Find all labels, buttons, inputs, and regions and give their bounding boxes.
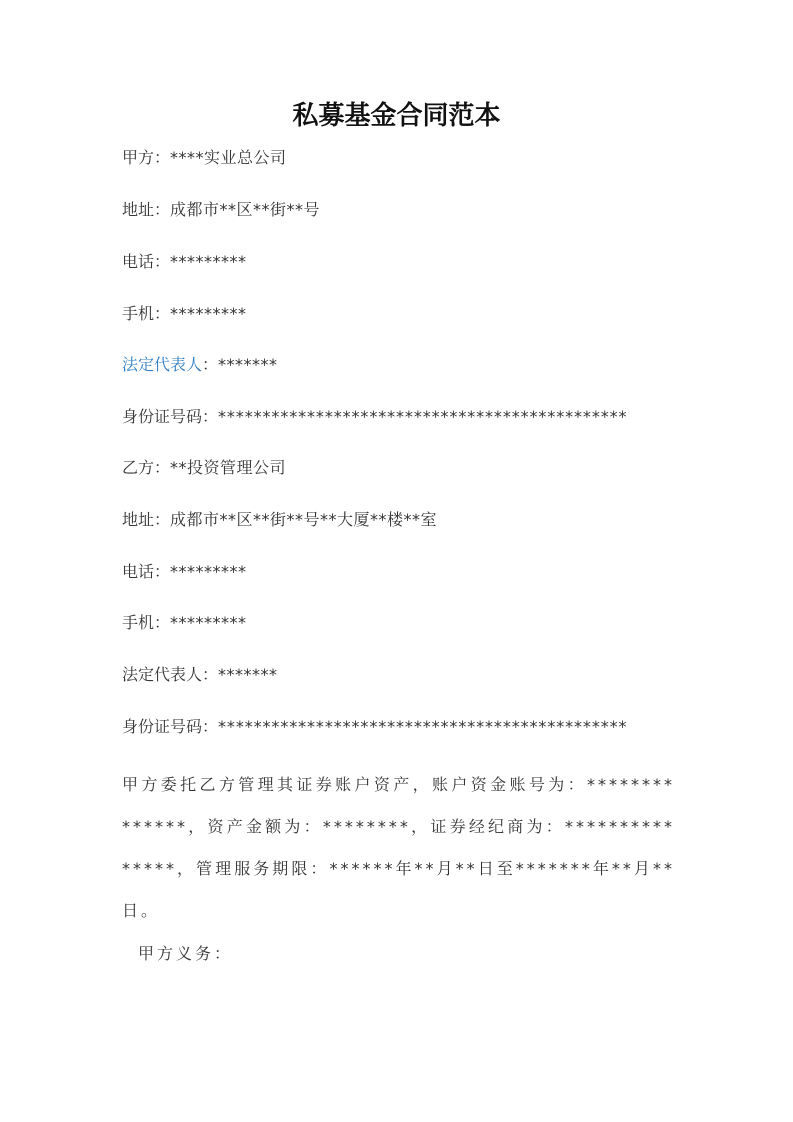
party-b-rep-label: 法定代表人： [122,665,219,684]
party-b-id-line [122,715,627,739]
party-a-id-line [122,405,627,429]
party-a-rep-line [122,353,278,377]
party-b-mobile-label: 手机： [122,613,171,632]
party-b-rep: ******* [218,665,278,684]
party-a-rep: ******* [218,355,278,374]
party-a-phone: ********* [170,252,247,271]
section-heading-party-a-obligations: 甲方义务： [138,944,234,963]
party-a-id: ********************************************** [218,407,628,426]
party-b-label: 乙方： [122,458,171,477]
party-a-address-label: 地址： [122,200,171,219]
party-a-mobile-line [122,302,247,326]
party-b-address-line [122,508,437,532]
party-b-rep-line [122,663,278,687]
party-b-id-label: 身份证号码： [122,717,219,736]
party-b-id: ********************************************** [218,717,628,736]
party-b-phone-line [122,560,247,584]
party-b-phone-label: 电话： [122,562,171,581]
party-a-line [122,146,287,170]
party-a-name: ****实业总公司 [170,148,287,167]
party-b-mobile: ********* [170,613,247,632]
party-a-phone-label: 电话： [122,252,171,271]
party-a-phone-line [122,250,247,274]
party-a-address-line [122,198,320,222]
party-b-mobile-line [122,611,247,635]
party-b-address: 成都市**区**街**号**大厦**楼**室 [170,510,438,529]
document-title: 私募基金合同范本 [292,101,501,131]
party-a-id-label: 身份证号码： [122,407,219,426]
party-b-line [122,456,286,480]
party-a-mobile: ********* [170,304,247,323]
party-a-address: 成都市**区**街**号 [170,200,321,219]
party-a-rep-link[interactable]: 法定代表人 [122,355,203,374]
party-b-name: **投资管理公司 [170,458,287,477]
party-b-address-label: 地址： [122,510,171,529]
party-b-phone: ********* [170,562,247,581]
party-a-rep-colon: ： [202,355,219,374]
party-a-mobile-label: 手机： [122,304,171,323]
party-a-label: 甲方： [122,148,171,167]
delegation-paragraph: 甲方委托乙方管理其证券账户资产，账户资金账号为：**************，资产金额为：********，证券经纪商为：***************，管理服务期限：******年**月**日至*******年**月**日。 [122,775,675,920]
